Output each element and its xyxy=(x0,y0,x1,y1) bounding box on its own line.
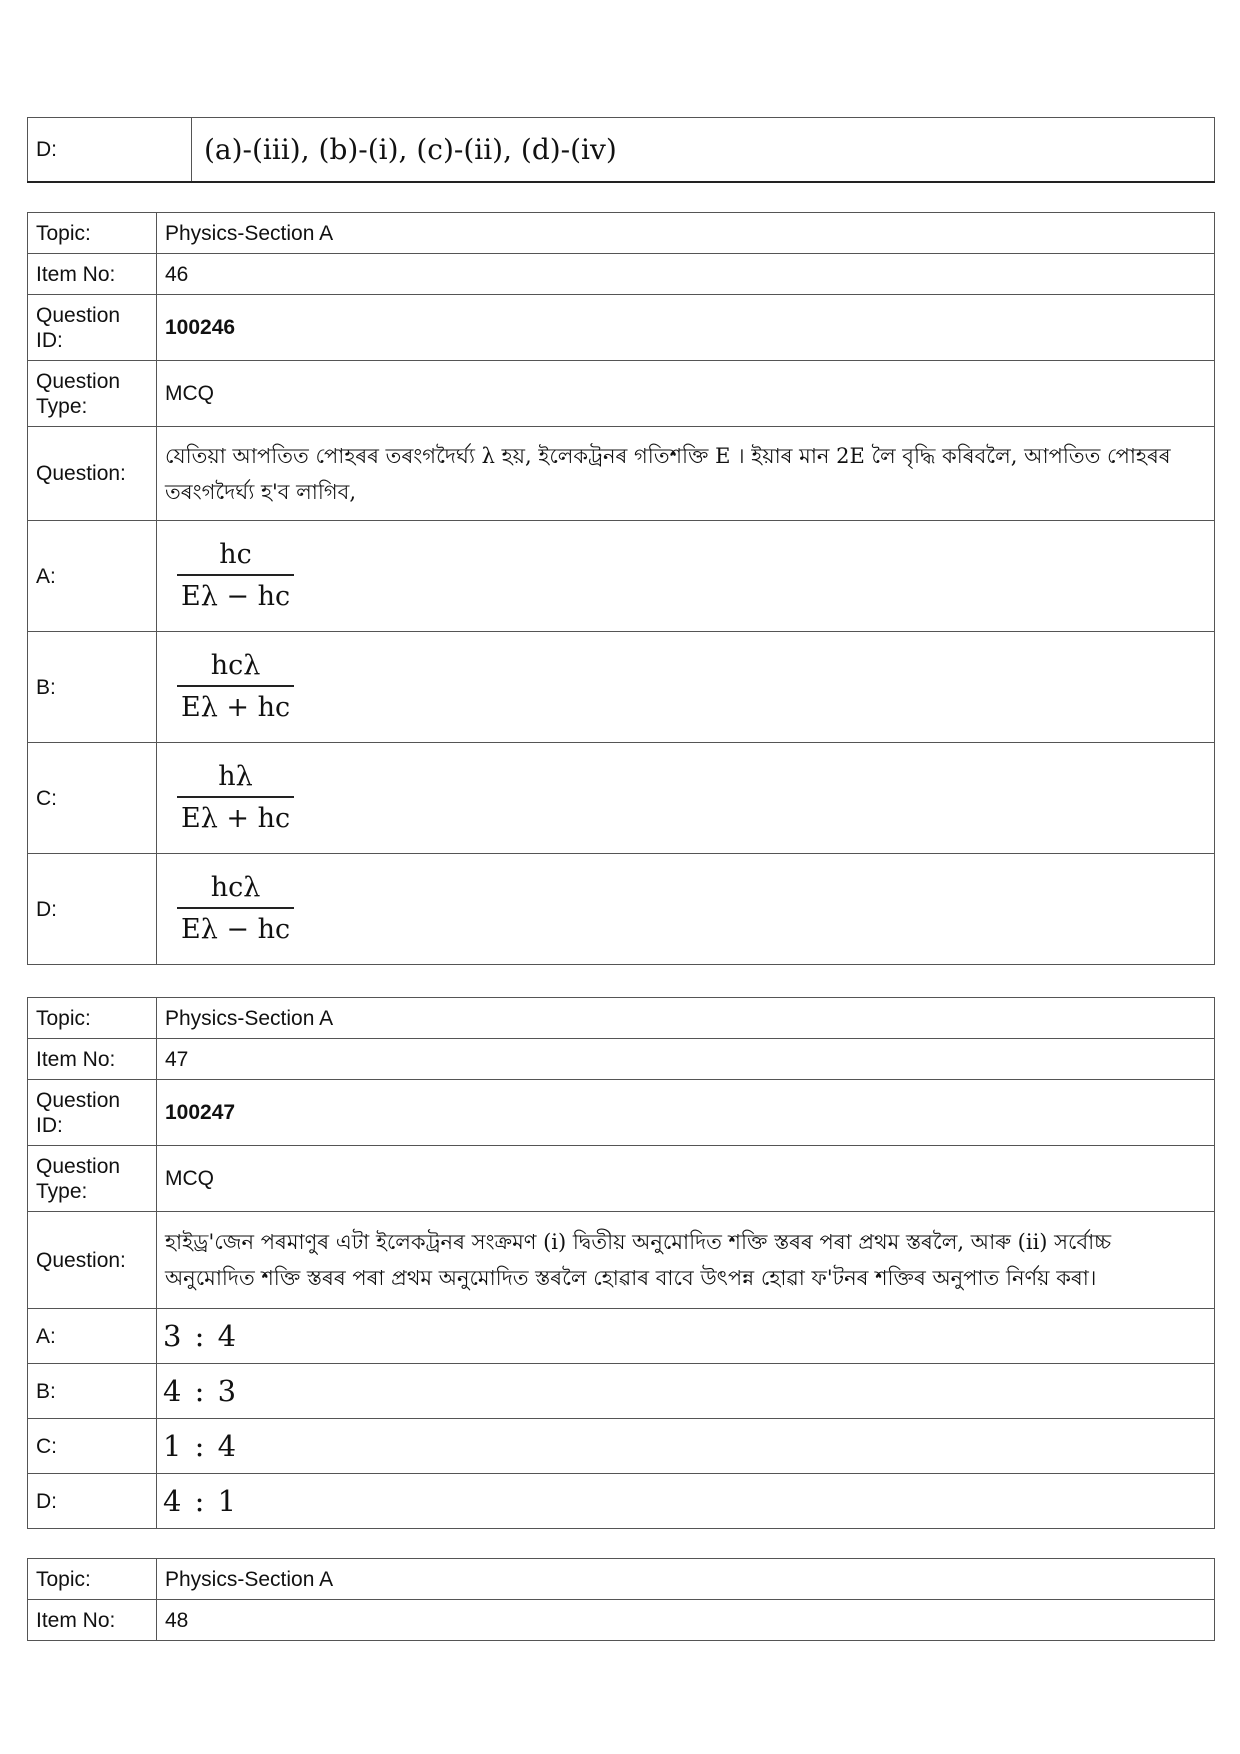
option-d-value: (a)-(iii), (b)-(i), (c)-(ii), (d)-(iv) xyxy=(192,118,1215,182)
option-d-label: D: xyxy=(28,1474,157,1529)
question-id-value: 100246 xyxy=(157,295,1215,361)
topic-label: Topic: xyxy=(28,1559,157,1600)
question-type-value: MCQ xyxy=(157,361,1215,427)
option-c-label: C: xyxy=(28,743,157,854)
question-text: যেতিয়া আপতিত পোহৰৰ তৰংগদৈৰ্ঘ্য λ হয়, ইলেকট্ৰনৰ গতিশক্তি E । ইয়াৰ মান 2E লৈ বৃদ্ধি কৰিবলৈ, আপতিত পোহৰৰ তৰংগদৈৰ্ঘ্য হ'ব লাগিব, xyxy=(157,427,1215,521)
question-type-label: Question Type: xyxy=(28,361,157,427)
fraction-denominator: Eλ − hc xyxy=(177,907,294,947)
item-no-value: 47 xyxy=(157,1039,1215,1080)
fraction-denominator: Eλ − hc xyxy=(177,574,294,614)
option-b-value: 4 : 3 xyxy=(157,1364,1215,1419)
fraction xyxy=(177,760,294,836)
topic-label: Topic: xyxy=(28,213,157,254)
question-label: Question: xyxy=(28,1212,157,1309)
question-block-47 xyxy=(27,997,1215,1529)
fraction-numerator: hcλ xyxy=(210,872,261,903)
fraction-denominator: Eλ + hc xyxy=(177,796,294,836)
question-id-label: Question ID: xyxy=(28,295,157,361)
option-c-value xyxy=(157,743,1215,854)
fraction-numerator: hc xyxy=(219,539,252,570)
option-c-value: 1 : 4 xyxy=(157,1419,1215,1474)
question-type-value: MCQ xyxy=(157,1146,1215,1212)
option-a-label: A: xyxy=(28,521,157,632)
item-no-label: Item No: xyxy=(28,1600,157,1641)
item-no-value: 46 xyxy=(157,254,1215,295)
option-c-label: C: xyxy=(28,1419,157,1474)
option-d-value xyxy=(157,854,1215,965)
option-a-value xyxy=(157,521,1215,632)
option-a-value: 3 : 4 xyxy=(157,1309,1215,1364)
option-b-label: B: xyxy=(28,1364,157,1419)
option-d-label: D: xyxy=(28,118,192,182)
topic-value: Physics-Section A xyxy=(157,998,1215,1039)
option-b-value xyxy=(157,632,1215,743)
fraction-numerator: hcλ xyxy=(210,650,261,681)
question-text: হাইড্ৰ'জেন পৰমাণুৰ এটা ইলেকট্ৰনৰ সংক্ৰমণ (i) দ্বিতীয় অনুমোদিত শক্তি স্তৰৰ পৰা প্ৰথম স্তৰলৈ, আৰু (ii) সৰ্বোচ্চ অনুমোদিত শক্তি স্তৰৰ পৰা প্ৰথম অনুমোদিত স্তৰলৈ হোৱাৰ বাবে উৎপন্ন হোৱা ফ'টনৰ শক্তিৰ অনুপাত নিৰ্ণয় কৰা। xyxy=(157,1212,1215,1309)
fraction xyxy=(177,871,294,947)
item-no-value: 48 xyxy=(157,1600,1215,1641)
fraction-numerator: hλ xyxy=(218,761,253,792)
option-d-value: 4 : 1 xyxy=(157,1474,1215,1529)
item-no-label: Item No: xyxy=(28,1039,157,1080)
item-no-label: Item No: xyxy=(28,254,157,295)
option-d-label: D: xyxy=(28,854,157,965)
topic-label: Topic: xyxy=(28,998,157,1039)
question-id-label: Question ID: xyxy=(28,1080,157,1146)
fraction xyxy=(177,538,294,614)
option-b-label: B: xyxy=(28,632,157,743)
topic-value: Physics-Section A xyxy=(157,1559,1215,1600)
question-block-46 xyxy=(27,212,1215,965)
question-block-48 xyxy=(27,1558,1215,1641)
fraction xyxy=(177,649,294,725)
question-type-label: Question Type: xyxy=(28,1146,157,1212)
question-id-value: 100247 xyxy=(157,1080,1215,1146)
prev-question-tail xyxy=(27,117,1215,183)
topic-value: Physics-Section A xyxy=(157,213,1215,254)
question-label: Question: xyxy=(28,427,157,521)
fraction-denominator: Eλ + hc xyxy=(177,685,294,725)
option-a-label: A: xyxy=(28,1309,157,1364)
